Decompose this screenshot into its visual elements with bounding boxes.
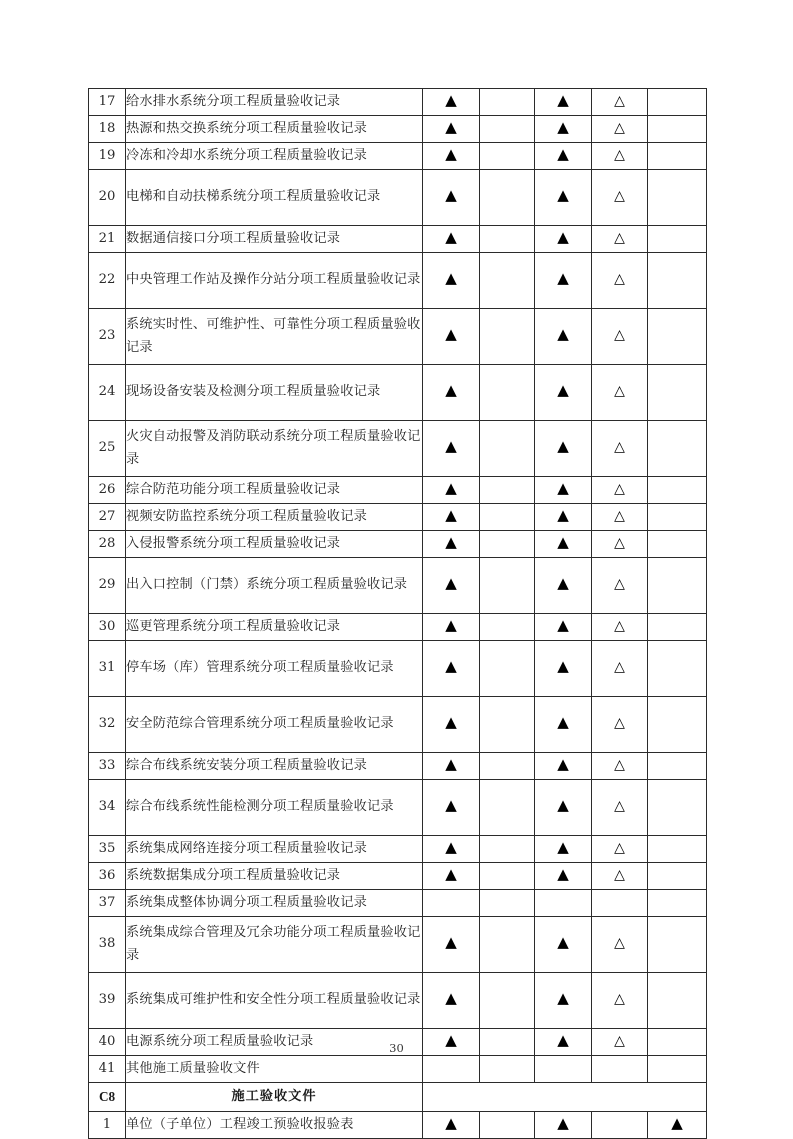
record-name: 系统实时性、可维护性、可靠性分项工程质量验收记录 xyxy=(126,309,423,365)
row-number: 39 xyxy=(89,973,126,1029)
mark-cell-1 xyxy=(423,558,480,614)
mark-cell-5 xyxy=(648,753,707,780)
mark-cell-1 xyxy=(423,143,480,170)
filled-triangle-icon: ▲ xyxy=(557,437,569,456)
mark-cell-3 xyxy=(535,504,592,531)
mark-cell-3 xyxy=(535,697,592,753)
mark-cell-1 xyxy=(423,614,480,641)
mark-cell-1 xyxy=(423,253,480,309)
record-name: 电源系统分项工程质量验收记录 xyxy=(126,1029,423,1056)
hollow-triangle-icon: △ xyxy=(614,271,625,288)
mark-cell-3 xyxy=(535,836,592,863)
mark-cell-4 xyxy=(592,170,648,226)
filled-triangle-icon: ▲ xyxy=(557,381,569,400)
mark-cell-2 xyxy=(480,780,535,836)
row-number: 20 xyxy=(89,170,126,226)
mark-cell-5 xyxy=(648,504,707,531)
mark-cell-2 xyxy=(480,365,535,421)
mark-cell-4 xyxy=(592,477,648,504)
mark-cell-4 xyxy=(592,697,648,753)
record-name: 巡更管理系统分项工程质量验收记录 xyxy=(126,614,423,641)
mark-cell-3 xyxy=(535,170,592,226)
filled-triangle-icon: ▲ xyxy=(557,532,569,551)
filled-triangle-icon: ▲ xyxy=(557,933,569,952)
row-number: 32 xyxy=(89,697,126,753)
table-row xyxy=(89,226,707,253)
filled-triangle-icon: ▲ xyxy=(557,837,569,856)
page-number: 30 xyxy=(389,1041,404,1055)
hollow-triangle-icon: △ xyxy=(614,659,625,676)
mark-cell-4 xyxy=(592,614,648,641)
mark-cell-2 xyxy=(480,477,535,504)
filled-triangle-icon: ▲ xyxy=(445,186,457,205)
mark-cell-3 xyxy=(535,1112,592,1139)
table-row xyxy=(89,477,707,504)
mark-cell-5 xyxy=(648,531,707,558)
table-row xyxy=(89,253,707,309)
mark-cell-1 xyxy=(423,753,480,780)
mark-cell-5 xyxy=(648,143,707,170)
table-row xyxy=(89,836,707,863)
mark-cell-5 xyxy=(648,890,707,917)
mark-cell-1 xyxy=(423,226,480,253)
filled-triangle-icon: ▲ xyxy=(557,864,569,883)
row-number: 41 xyxy=(89,1056,126,1083)
mark-cell-3 xyxy=(535,309,592,365)
row-number: 19 xyxy=(89,143,126,170)
mark-cell-2 xyxy=(480,89,535,116)
filled-triangle-icon: ▲ xyxy=(445,837,457,856)
mark-cell-1 xyxy=(423,170,480,226)
filled-triangle-icon: ▲ xyxy=(557,754,569,773)
mark-cell-5 xyxy=(648,116,707,143)
mark-cell-1 xyxy=(423,890,480,917)
record-name: 综合布线系统性能检测分项工程质量验收记录 xyxy=(126,780,423,836)
row-number: 18 xyxy=(89,116,126,143)
mark-cell-1 xyxy=(423,421,480,477)
mark-cell-2 xyxy=(480,890,535,917)
mark-cell-1 xyxy=(423,863,480,890)
mark-cell-1 xyxy=(423,531,480,558)
acceptance-records-table xyxy=(88,88,707,1139)
record-name: 中央管理工作站及操作分站分项工程质量验收记录 xyxy=(126,253,423,309)
filled-triangle-icon: ▲ xyxy=(557,574,569,593)
table-row xyxy=(89,116,707,143)
record-name: 热源和热交换系统分项工程质量验收记录 xyxy=(126,116,423,143)
mark-cell-4 xyxy=(592,253,648,309)
table-row xyxy=(89,780,707,836)
filled-triangle-icon: ▲ xyxy=(445,437,457,456)
row-number: 27 xyxy=(89,504,126,531)
mark-cell-2 xyxy=(480,1056,535,1083)
record-name: 给水排水系统分项工程质量验收记录 xyxy=(126,89,423,116)
filled-triangle-icon: ▲ xyxy=(557,325,569,344)
mark-cell-5 xyxy=(648,614,707,641)
mark-cell-2 xyxy=(480,504,535,531)
mark-cell-2 xyxy=(480,558,535,614)
hollow-triangle-icon: △ xyxy=(614,327,625,344)
mark-cell-2 xyxy=(480,309,535,365)
mark-cell-4 xyxy=(592,365,648,421)
filled-triangle-icon: ▲ xyxy=(557,269,569,288)
mark-cell-3 xyxy=(535,226,592,253)
record-name: 出入口控制（门禁）系统分项工程质量验收记录 xyxy=(126,558,423,614)
mark-cell-5 xyxy=(648,170,707,226)
row-number: 21 xyxy=(89,226,126,253)
record-name: 系统集成网络连接分项工程质量验收记录 xyxy=(126,836,423,863)
mark-cell-5 xyxy=(648,863,707,890)
mark-cell-3 xyxy=(535,1056,592,1083)
filled-triangle-icon: ▲ xyxy=(557,90,569,109)
mark-cell-3 xyxy=(535,421,592,477)
filled-triangle-icon: ▲ xyxy=(557,796,569,815)
mark-cell-1 xyxy=(423,477,480,504)
filled-triangle-icon: ▲ xyxy=(557,505,569,524)
mark-cell-4 xyxy=(592,836,648,863)
hollow-triangle-icon: △ xyxy=(614,617,625,634)
mark-cell-2 xyxy=(480,641,535,697)
mark-cell-4 xyxy=(592,504,648,531)
mark-cell-1 xyxy=(423,780,480,836)
mark-cell-2 xyxy=(480,917,535,973)
filled-triangle-icon: ▲ xyxy=(671,1113,683,1132)
mark-cell-3 xyxy=(535,558,592,614)
mark-cell-5 xyxy=(648,780,707,836)
mark-cell-3 xyxy=(535,477,592,504)
record-name: 系统集成整体协调分项工程质量验收记录 xyxy=(126,890,423,917)
filled-triangle-icon: ▲ xyxy=(557,657,569,676)
mark-cell-4 xyxy=(592,863,648,890)
mark-cell-5 xyxy=(648,89,707,116)
table-row xyxy=(89,1056,707,1083)
mark-cell-3 xyxy=(535,780,592,836)
record-name: 其他施工质量验收文件 xyxy=(126,1056,423,1083)
mark-cell-5 xyxy=(648,309,707,365)
mark-cell-3 xyxy=(535,753,592,780)
mark-cell-2 xyxy=(480,863,535,890)
mark-cell-2 xyxy=(480,143,535,170)
mark-cell-3 xyxy=(535,253,592,309)
record-name: 入侵报警系统分项工程质量验收记录 xyxy=(126,531,423,558)
mark-cell-3 xyxy=(535,614,592,641)
table-row xyxy=(89,170,707,226)
mark-cell-2 xyxy=(480,116,535,143)
mark-cell-4 xyxy=(592,1112,648,1139)
mark-cell-3 xyxy=(535,531,592,558)
table-row xyxy=(89,863,707,890)
filled-triangle-icon: ▲ xyxy=(445,864,457,883)
hollow-triangle-icon: △ xyxy=(614,229,625,246)
mark-cell-2 xyxy=(480,697,535,753)
hollow-triangle-icon: △ xyxy=(614,839,625,856)
hollow-triangle-icon: △ xyxy=(614,576,625,593)
record-name: 数据通信接口分项工程质量验收记录 xyxy=(126,226,423,253)
table-row xyxy=(89,890,707,917)
filled-triangle-icon: ▲ xyxy=(445,505,457,524)
mark-cell-1 xyxy=(423,836,480,863)
mark-cell-3 xyxy=(535,641,592,697)
mark-cell-1 xyxy=(423,89,480,116)
record-name: 视频安防监控系统分项工程质量验收记录 xyxy=(126,504,423,531)
mark-cell-5 xyxy=(648,917,707,973)
filled-triangle-icon: ▲ xyxy=(557,1030,569,1049)
table-row xyxy=(89,531,707,558)
table-row xyxy=(89,309,707,365)
section-blank-cell xyxy=(423,1083,707,1112)
row-number: 23 xyxy=(89,309,126,365)
row-number: 38 xyxy=(89,917,126,973)
filled-triangle-icon: ▲ xyxy=(445,325,457,344)
record-name: 火灾自动报警及消防联动系统分项工程质量验收记录 xyxy=(126,421,423,477)
filled-triangle-icon: ▲ xyxy=(445,754,457,773)
table-row xyxy=(89,504,707,531)
record-name: 系统数据集成分项工程质量验收记录 xyxy=(126,863,423,890)
mark-cell-4 xyxy=(592,421,648,477)
mark-cell-1 xyxy=(423,1056,480,1083)
filled-triangle-icon: ▲ xyxy=(445,574,457,593)
mark-cell-2 xyxy=(480,753,535,780)
filled-triangle-icon: ▲ xyxy=(445,532,457,551)
filled-triangle-icon: ▲ xyxy=(557,144,569,163)
filled-triangle-icon: ▲ xyxy=(445,269,457,288)
table-row xyxy=(89,1112,707,1139)
record-name: 电梯和自动扶梯系统分项工程质量验收记录 xyxy=(126,170,423,226)
mark-cell-1 xyxy=(423,116,480,143)
hollow-triangle-icon: △ xyxy=(614,798,625,815)
mark-cell-5 xyxy=(648,641,707,697)
mark-cell-3 xyxy=(535,89,592,116)
record-name: 现场设备安装及检测分项工程质量验收记录 xyxy=(126,365,423,421)
table-row xyxy=(89,917,707,973)
filled-triangle-icon: ▲ xyxy=(445,657,457,676)
mark-cell-4 xyxy=(592,531,648,558)
hollow-triangle-icon: △ xyxy=(614,1032,625,1049)
filled-triangle-icon: ▲ xyxy=(557,478,569,497)
table-row xyxy=(89,365,707,421)
mark-cell-3 xyxy=(535,917,592,973)
row-number: 24 xyxy=(89,365,126,421)
filled-triangle-icon: ▲ xyxy=(445,933,457,952)
row-number: 17 xyxy=(89,89,126,116)
mark-cell-1 xyxy=(423,365,480,421)
hollow-triangle-icon: △ xyxy=(614,715,625,732)
record-name: 系统集成综合管理及冗余功能分项工程质量验收记录 xyxy=(126,917,423,973)
mark-cell-1 xyxy=(423,1112,480,1139)
hollow-triangle-icon: △ xyxy=(614,146,625,163)
row-number: 1 xyxy=(89,1112,126,1139)
table-body xyxy=(89,89,707,1139)
hollow-triangle-icon: △ xyxy=(614,439,625,456)
filled-triangle-icon: ▲ xyxy=(445,1030,457,1049)
mark-cell-2 xyxy=(480,226,535,253)
filled-triangle-icon: ▲ xyxy=(445,989,457,1008)
table-row xyxy=(89,558,707,614)
mark-cell-1 xyxy=(423,917,480,973)
filled-triangle-icon: ▲ xyxy=(557,117,569,136)
table-row xyxy=(89,973,707,1029)
mark-cell-4 xyxy=(592,780,648,836)
filled-triangle-icon: ▲ xyxy=(445,90,457,109)
row-number: 40 xyxy=(89,1029,126,1056)
acceptance-records-table-wrap xyxy=(88,88,706,1139)
record-name: 停车场（库）管理系统分项工程质量验收记录 xyxy=(126,641,423,697)
mark-cell-5 xyxy=(648,558,707,614)
mark-cell-5 xyxy=(648,1112,707,1139)
row-number: 33 xyxy=(89,753,126,780)
mark-cell-5 xyxy=(648,477,707,504)
table-row xyxy=(89,421,707,477)
filled-triangle-icon: ▲ xyxy=(445,381,457,400)
filled-triangle-icon: ▲ xyxy=(445,615,457,634)
section-title: 施工验收文件 xyxy=(126,1083,423,1112)
hollow-triangle-icon: △ xyxy=(614,756,625,773)
row-number: 37 xyxy=(89,890,126,917)
hollow-triangle-icon: △ xyxy=(614,188,625,205)
mark-cell-5 xyxy=(648,365,707,421)
hollow-triangle-icon: △ xyxy=(614,866,625,883)
mark-cell-3 xyxy=(535,863,592,890)
mark-cell-5 xyxy=(648,421,707,477)
filled-triangle-icon: ▲ xyxy=(445,227,457,246)
table-row xyxy=(89,89,707,116)
mark-cell-4 xyxy=(592,641,648,697)
mark-cell-5 xyxy=(648,1056,707,1083)
record-name: 综合防范功能分项工程质量验收记录 xyxy=(126,477,423,504)
hollow-triangle-icon: △ xyxy=(614,480,625,497)
mark-cell-2 xyxy=(480,614,535,641)
filled-triangle-icon: ▲ xyxy=(557,989,569,1008)
mark-cell-2 xyxy=(480,531,535,558)
mark-cell-1 xyxy=(423,641,480,697)
filled-triangle-icon: ▲ xyxy=(557,615,569,634)
record-name: 安全防范综合管理系统分项工程质量验收记录 xyxy=(126,697,423,753)
filled-triangle-icon: ▲ xyxy=(445,144,457,163)
mark-cell-4 xyxy=(592,226,648,253)
row-number: 26 xyxy=(89,477,126,504)
filled-triangle-icon: ▲ xyxy=(557,713,569,732)
row-number: 25 xyxy=(89,421,126,477)
filled-triangle-icon: ▲ xyxy=(557,186,569,205)
filled-triangle-icon: ▲ xyxy=(445,1113,457,1132)
table-row xyxy=(89,641,707,697)
filled-triangle-icon: ▲ xyxy=(445,713,457,732)
record-name: 系统集成可维护性和安全性分项工程质量验收记录 xyxy=(126,973,423,1029)
hollow-triangle-icon: △ xyxy=(614,534,625,551)
mark-cell-5 xyxy=(648,697,707,753)
hollow-triangle-icon: △ xyxy=(614,991,625,1008)
mark-cell-3 xyxy=(535,143,592,170)
mark-cell-3 xyxy=(535,365,592,421)
mark-cell-1 xyxy=(423,309,480,365)
filled-triangle-icon: ▲ xyxy=(445,478,457,497)
row-number: 31 xyxy=(89,641,126,697)
mark-cell-3 xyxy=(535,116,592,143)
row-number: 28 xyxy=(89,531,126,558)
mark-cell-4 xyxy=(592,1056,648,1083)
table-row xyxy=(89,143,707,170)
mark-cell-2 xyxy=(480,1112,535,1139)
row-number: 36 xyxy=(89,863,126,890)
mark-cell-4 xyxy=(592,116,648,143)
section-header-row xyxy=(89,1083,707,1112)
mark-cell-4 xyxy=(592,890,648,917)
mark-cell-4 xyxy=(592,973,648,1029)
row-number: 35 xyxy=(89,836,126,863)
mark-cell-2 xyxy=(480,253,535,309)
mark-cell-4 xyxy=(592,753,648,780)
row-number: 30 xyxy=(89,614,126,641)
mark-cell-5 xyxy=(648,226,707,253)
record-name: 综合布线系统安装分项工程质量验收记录 xyxy=(126,753,423,780)
hollow-triangle-icon: △ xyxy=(614,119,625,136)
mark-cell-5 xyxy=(648,836,707,863)
mark-cell-3 xyxy=(535,973,592,1029)
table-row xyxy=(89,614,707,641)
record-name: 冷冻和冷却水系统分项工程质量验收记录 xyxy=(126,143,423,170)
mark-cell-2 xyxy=(480,170,535,226)
table-row xyxy=(89,697,707,753)
mark-cell-2 xyxy=(480,973,535,1029)
row-number: 29 xyxy=(89,558,126,614)
mark-cell-1 xyxy=(423,697,480,753)
section-code: C8 xyxy=(89,1083,126,1112)
mark-cell-1 xyxy=(423,973,480,1029)
row-number: 22 xyxy=(89,253,126,309)
mark-cell-4 xyxy=(592,558,648,614)
hollow-triangle-icon: △ xyxy=(614,92,625,109)
filled-triangle-icon: ▲ xyxy=(445,796,457,815)
mark-cell-3 xyxy=(535,890,592,917)
mark-cell-1 xyxy=(423,504,480,531)
row-number: 34 xyxy=(89,780,126,836)
table-row xyxy=(89,753,707,780)
mark-cell-2 xyxy=(480,421,535,477)
hollow-triangle-icon: △ xyxy=(614,507,625,524)
hollow-triangle-icon: △ xyxy=(614,383,625,400)
mark-cell-4 xyxy=(592,917,648,973)
hollow-triangle-icon: △ xyxy=(614,935,625,952)
filled-triangle-icon: ▲ xyxy=(557,1113,569,1132)
mark-cell-5 xyxy=(648,253,707,309)
mark-cell-2 xyxy=(480,836,535,863)
filled-triangle-icon: ▲ xyxy=(557,227,569,246)
mark-cell-4 xyxy=(592,143,648,170)
mark-cell-4 xyxy=(592,309,648,365)
record-name: 单位（子单位）工程竣工预验收报验表 xyxy=(126,1112,423,1139)
mark-cell-4 xyxy=(592,89,648,116)
mark-cell-5 xyxy=(648,973,707,1029)
filled-triangle-icon: ▲ xyxy=(445,117,457,136)
